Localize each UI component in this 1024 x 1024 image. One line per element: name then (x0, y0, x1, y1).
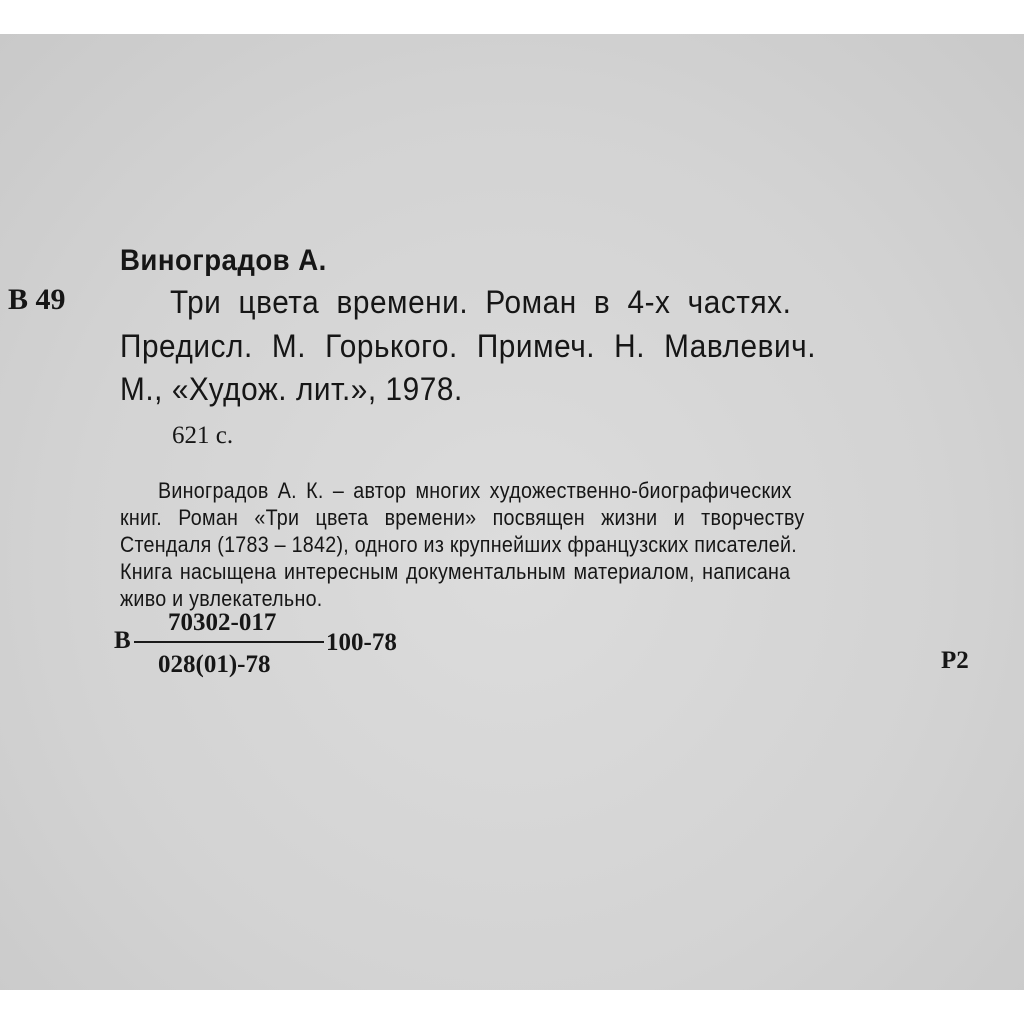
annotation-line: книг. Роман «Три цвета времени» посвящен жизни и творчеству (120, 505, 805, 530)
index-suffix: 100-78 (326, 629, 397, 656)
index-letter: В (114, 627, 131, 654)
annotation-line: живо и увлекательно. (120, 586, 323, 611)
title-line: Три цвета времени. Роман в 4-х частях. (170, 284, 792, 320)
annotation-line: Стендаля (1783 – 1842), одного из крупнейших французских писателей. (120, 532, 797, 557)
annotation-line: Виноградов А. К. – автор многих художественно-биографических (158, 478, 792, 503)
index-denominator: 028(01)-78 (158, 651, 271, 678)
index-numerator: 70302-017 (168, 609, 277, 636)
annotation-line: Книга насыщена интересным документальным материалом, написана (120, 559, 791, 584)
title-line: М., «Худож. лит.», 1978. (120, 371, 463, 407)
title-line: Предисл. М. Горького. Примеч. Н. Мавлевич. (120, 328, 817, 364)
fraction-line (134, 641, 324, 643)
library-class: Р2 (941, 647, 969, 674)
author-heading: Виноградов А. (120, 244, 327, 277)
page-count: 621 с. (172, 422, 234, 449)
classification-code: В 49 (8, 283, 66, 316)
page-photo (0, 34, 1024, 990)
